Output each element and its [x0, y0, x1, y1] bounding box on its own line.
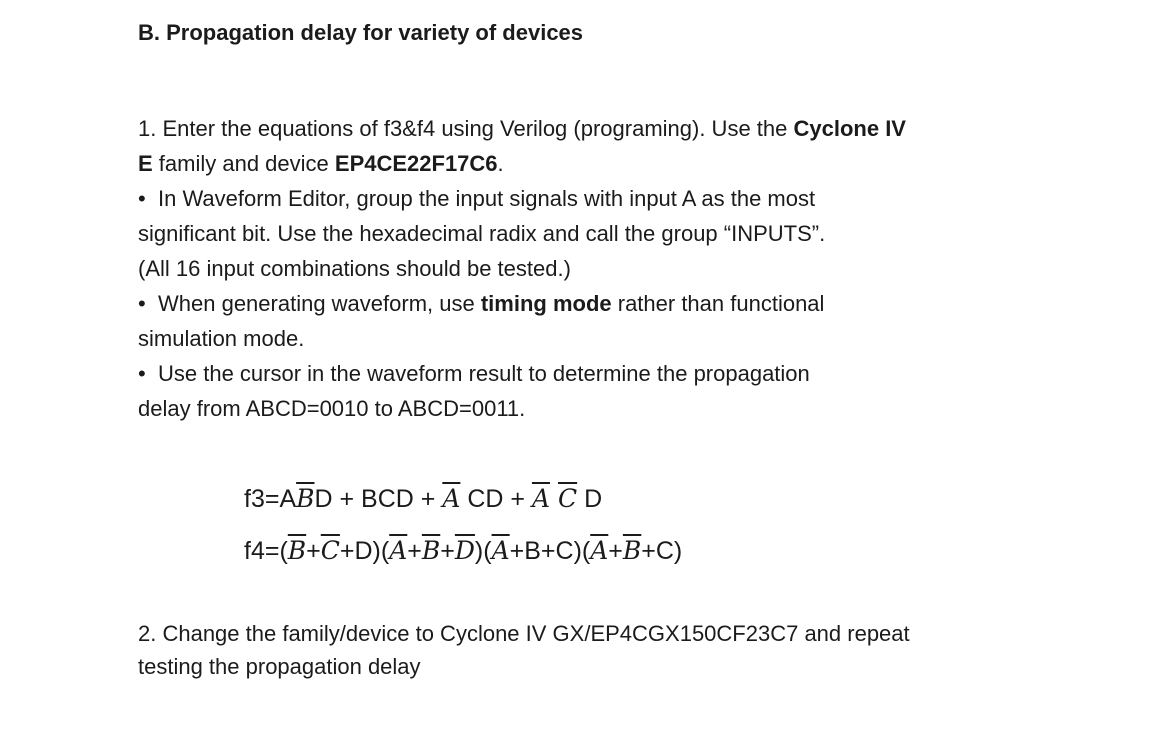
- f3-a-bar-1: $\overline{A}$: [442, 484, 461, 513]
- f4-plus: +: [407, 537, 422, 565]
- f3-b-bar: $\overline{B}$: [296, 484, 315, 513]
- bullet-2-line-2: simulation mode.: [138, 326, 305, 351]
- equation-f3: [244, 484, 602, 514]
- f4-term-2: )(: [474, 537, 492, 565]
- bullet-2-text-a: When generating waveform, use: [158, 291, 481, 316]
- task-1-text: 1. Enter the equations of f3&f4 using Verilog (programing). Use the: [138, 116, 794, 141]
- f4-b-bar-1: $\overline{B}$: [287, 536, 307, 565]
- f4-prefix: f4=(: [244, 537, 288, 565]
- timing-mode-bold: timing mode: [480, 291, 612, 316]
- bullet-3-line-2: delay from ABCD=0010 to ABCD=0011.: [138, 396, 526, 421]
- f4-term-4: +C): [641, 537, 683, 565]
- f4-term-1: +D)(: [339, 537, 390, 565]
- f4-a-bar-3: $\overline{A}$: [590, 536, 609, 565]
- family-name-bold: Cyclone IV: [793, 116, 906, 141]
- bullet-2-text-c: rather than functional: [611, 291, 825, 316]
- bullet-icon: •: [138, 291, 146, 316]
- bullet-icon: •: [138, 361, 146, 386]
- f4-d-bar: $\overline{D}$: [454, 536, 475, 565]
- task-1-line-2: [138, 146, 906, 181]
- task-1: [138, 111, 906, 426]
- f3-term-1: D + BCD +: [314, 485, 443, 513]
- bullet-1-text: In Waveform Editor, group the input signals with input A as the most: [158, 186, 816, 211]
- bullet-1-line-3: (All 16 input combinations should be tested.): [138, 256, 571, 281]
- f4-plus: +: [306, 537, 321, 565]
- f4-term-3: +B+C)(: [509, 537, 591, 565]
- bullet-3-line-1: [138, 356, 906, 391]
- f3-term-3: D: [577, 485, 603, 513]
- section-heading: B. Propagation delay for variety of devices: [138, 20, 584, 45]
- bullet-1-line-2: significant bit. Use the hexadecimal radix and call the group “INPUTS”.: [138, 221, 826, 246]
- bullet-1-line-1: [138, 181, 906, 216]
- f3-prefix: f3=A: [244, 485, 297, 513]
- bullet-icon: •: [138, 186, 146, 211]
- bullet-2-line-1: [138, 286, 906, 321]
- f4-c-bar: $\overline{C}$: [320, 536, 340, 565]
- family-name-bold-cont: E: [138, 151, 153, 176]
- f4-b-bar-2: $\overline{B}$: [421, 536, 441, 565]
- f3-c-bar: $\overline{C}$: [558, 484, 578, 513]
- task-1-text-2: family and device: [152, 151, 335, 176]
- task-2-line-1: 2. Change the family/device to Cyclone IV GX/EP4CGX150CF23C7 and repeat: [138, 621, 910, 646]
- f4-plus: +: [608, 537, 623, 565]
- task-2: [138, 617, 910, 683]
- f4-plus: +: [440, 537, 455, 565]
- device-name-bold: EP4CE22F17C6: [334, 151, 498, 176]
- task-1-line-1: [138, 111, 906, 146]
- task-1-period: .: [497, 151, 504, 176]
- f4-a-bar-2: $\overline{A}$: [491, 536, 510, 565]
- bullet-3-text: Use the cursor in the waveform result to determine the propagation: [158, 361, 810, 386]
- f4-b-bar-3: $\overline{B}$: [622, 536, 642, 565]
- f3-term-2: CD +: [460, 485, 532, 513]
- f4-a-bar-1: $\overline{A}$: [389, 536, 408, 565]
- f3-a-bar-2: $\overline{A}$: [531, 484, 550, 513]
- equation-f4: [244, 536, 682, 566]
- task-2-line-2: testing the propagation delay: [138, 654, 421, 679]
